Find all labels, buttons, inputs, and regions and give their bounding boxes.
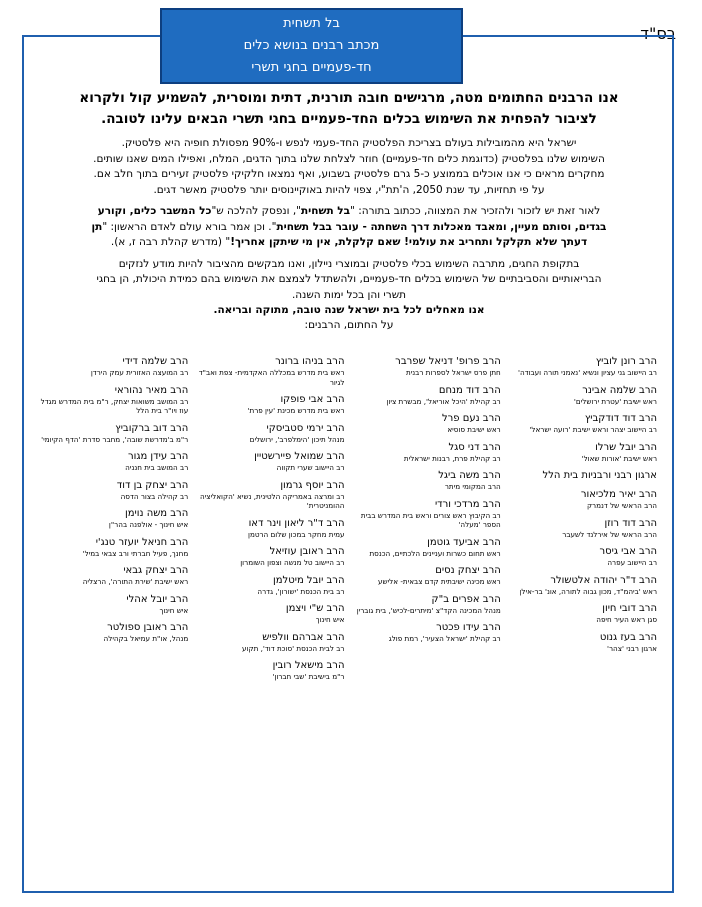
signatory	[509, 441, 657, 464]
signatory	[509, 469, 657, 482]
signatory	[40, 384, 188, 416]
title-box	[160, 8, 463, 84]
signatory-column-1	[509, 355, 665, 688]
signatory	[40, 507, 188, 530]
signatory-role: ראש תחום כשרות ועניינים הלכתיים, הכנסת	[369, 548, 501, 558]
signatory-role: הרב הראשי של דנמרק	[586, 501, 657, 510]
signatory	[509, 355, 657, 378]
signatory-role: ראש מכינה ישיבתית קדם צבאית- אלישע	[377, 577, 501, 586]
signatory-role: סגן ראש העיר חיפה	[596, 615, 657, 624]
signatory-role: ראש בית מדרש במכללה האקדמית- צפת ואב"ד לגיור	[198, 368, 345, 387]
signatory-role: רב היישוב גני עציון ונשיא 'נאמני תורה ועבודה'	[517, 368, 657, 377]
signatory-role: ארגון רבני 'צהר'	[607, 643, 657, 653]
signatory-name: הרב יאיר מלכיאור	[580, 489, 657, 500]
signatory	[509, 412, 657, 435]
para3-line-2: הבריאותיים והסביבתיים של השימוש בכלים חד-פעמיים, ולהשתדל לצמצם את השימוש בהם כמידת היכולת, הן בחגי	[96, 273, 602, 285]
signatory	[353, 412, 501, 435]
signatory	[40, 593, 188, 616]
signatory-role: ראש ישיבת 'עטרת ירושלים'	[573, 396, 657, 406]
signatory-name: הרב אפרים ב"ק	[431, 593, 501, 605]
signatory-name: הרב דוד רוזן	[604, 517, 657, 529]
para1-line-1: ישראל היא מהמובילות בעולם בצריכת הפלסטיק החד-פעמי לנפש ו-90% מפסולת חופיה היא פלסטיק.	[121, 137, 577, 149]
signatory-role: מחנך, פעיל חברתי ורב צבאי במיל'	[82, 548, 189, 558]
title-line-2: מכתב רבנים בנושא כלים	[243, 38, 380, 53]
signatory	[353, 441, 501, 464]
signatory-name: הרב דובי חיון	[602, 603, 657, 614]
signatory-name: הרב ירמי סטביסקי	[266, 422, 345, 434]
signatory-role: רב היישוב יצהר וראש ישיבת 'רועה ישראל'	[529, 425, 657, 434]
signatory	[196, 631, 344, 654]
signatory	[196, 545, 344, 568]
signatory	[509, 631, 657, 654]
signatory-name: הרב דוד דודקביץ	[584, 413, 657, 424]
signatory-role: רב הקיבוץ ראש צורים וראש בית המדרש בבית הספר 'מעלה'	[360, 510, 501, 529]
signatory-role: הרב הראשי של אירלנד לשעבר	[562, 529, 657, 539]
para3-line-3: תשרי והן בכל ימות השנה.	[291, 288, 407, 301]
signatory-name: הרב אבי פופקו	[280, 394, 345, 405]
signatory-name: הרב שמואל פיירשטיין	[254, 451, 345, 462]
signatory-role: רב המושב בית חנניה	[125, 463, 189, 472]
signatory-role: איש חינוך - אולפנה בהר"ן	[108, 520, 189, 529]
lead-line-2: לציבור להפחית את השימוש בכלים החד-פעמיים בחגי תשרי הבאים עלינו לטובה.	[101, 111, 597, 127]
signatory-column-4	[40, 355, 196, 688]
para3-line-1: בתקופת החגים, מתרבה השימוש בכלי פלסטיק ובמוצרי ניילון, ואנו מבקשים מהציבור להיות מודע לנזקים	[118, 257, 580, 270]
signatory	[196, 422, 344, 445]
signatory	[353, 469, 501, 492]
signatory	[509, 384, 657, 407]
signatory-name: הרב מישאל רובין	[272, 660, 345, 671]
signatory-name: הרב מאיר נהוראי	[114, 384, 189, 396]
signatory-role: רב לבית הכנסת 'סוכת דוד', תקוע	[242, 643, 345, 653]
signatory	[40, 355, 188, 378]
para2-line-1: לאור זאת יש לזכור ולהזכיר את המצווה, ככתוב בתורה: "בל תשחית", ונפסק להלכה ש"כל המשבר כלים, וקורע	[97, 205, 601, 217]
signatory	[353, 621, 501, 644]
signatory	[196, 450, 344, 473]
signatory	[196, 517, 344, 540]
signatory	[40, 450, 188, 473]
signatory-role: רב קהילה בצור הדסה	[120, 491, 189, 501]
signatory-name: הרב שלמה דידי	[122, 356, 189, 367]
signatory-role: רב בית הכנסת 'ישורון', גדרה	[257, 586, 345, 596]
signatory-name: הרב ראובן עוזיאל	[269, 546, 345, 557]
signatory-name: הרב רונן לוביץ	[595, 356, 657, 367]
signatory	[196, 393, 344, 416]
signatory	[509, 574, 657, 597]
signatory-name: הרב נעם פרל	[441, 413, 501, 424]
signatories	[40, 355, 665, 688]
signatory-role: ראש ישיבת 'אורות שאול'	[581, 453, 657, 463]
signatory	[353, 498, 501, 530]
signatory-name: הרב יצחק גבאי	[123, 565, 189, 576]
signatory	[196, 659, 344, 682]
signatory-name: הרב ד"ר ליאון וינר דאו	[248, 517, 345, 529]
signatory-name: הרב דוד מנחם	[438, 384, 501, 396]
signatory	[353, 536, 501, 559]
signatory-name: הרב יצחק בן דוד	[116, 479, 189, 491]
signatory-name: הרב מרדכי ורדי	[434, 498, 501, 510]
signatory-role: רב היישוב עפרה	[607, 558, 657, 567]
signatory-name: הרב אבי גיסר	[599, 546, 657, 557]
signatory-name: הרב אביעד גוטמן	[427, 536, 501, 548]
signatory-role: הרב המקומי מיתר	[444, 482, 501, 491]
lead-line-1: אנו הרבנים החתומים מטה, מרגישים חובה תורנית, דתית ומוסרית, להשמיע קול ולקרוא	[79, 90, 619, 106]
signatory-name: הרב ש"י ויצמן	[285, 603, 345, 614]
signatory-name: הרב דני סגל	[448, 441, 501, 453]
signatory	[509, 545, 657, 568]
signatory-name: הרב פרופ' דניאל שפרבר	[395, 356, 501, 367]
para2-line-2: בגדים, וסותם מעיין, ומאבד מאכלות דרך השחתה - עובר בבל תשחית". וכן אמר בורא עולם לאדם הראשון: "תן	[91, 220, 607, 233]
signatory-role: מנהל תיכון 'הימלפרב', ירושלים	[249, 434, 345, 444]
signatory-role: רב ומרצה באמריקה הלטינית, נשיא 'הקואליציה ההומניטרית'	[199, 491, 345, 510]
signatory-name: הרב יובל שרלו	[595, 441, 657, 453]
signatory	[509, 517, 657, 540]
signatory	[196, 602, 344, 625]
signatory-role: עמית מחקר במכון שלום הרטמן	[248, 529, 345, 539]
signatory-role: ר"מ ב'מדרשת שובה', מחבר סדרת 'הדף הקיומי'	[41, 434, 189, 444]
signatory-column-3	[196, 355, 352, 688]
title-line-1: בל תשחית	[283, 16, 340, 31]
para1-line-4: על פי תחזיות, עד שנת 2050, ה'תת"י, צפוי להיות באוקיינוסים יותר פלסטיק מאשר דגים.	[153, 183, 545, 196]
signatory-role: ראש ישיבת סוסיא	[447, 425, 501, 434]
para1-line-3: מחקרים מראים כי אנו אוכלים בממוצע כ-5 גרם פלסטיק בשבוע, ואף נמצאו חלקיקי פלסטיק זעירים בתוך חלב אם.	[93, 168, 605, 180]
signatory	[40, 564, 188, 587]
title-line-3: חד-פעמיים בחגי תשרי	[251, 60, 372, 75]
signatory	[509, 602, 657, 625]
signatory	[40, 479, 188, 502]
signatory-name: הרב דוב ברקוביץ	[115, 422, 189, 434]
signatory-role: חתן פרס ישראל לספרות רבנית	[405, 368, 501, 377]
signatory-name: הרב משה ביגל	[438, 470, 501, 481]
signatory-role: רב המושב משואות יצחק, ר"מ בית המדרש מגדל עוז ויו"ר בית הלל	[40, 396, 189, 415]
signatory	[40, 621, 188, 644]
signatory-role: מנהל המכינה הקד"צ 'מיתרים-לכיש', בית גוברין	[356, 605, 501, 615]
signatory	[196, 479, 344, 511]
signatory-column-2	[353, 355, 509, 688]
signatory-role: רב היישוב שערי תקווה	[276, 463, 345, 472]
signatory-name: הרב בניהו ברונר	[275, 356, 345, 367]
signatory-role: רב המועצה האזורית עמק הירדן	[90, 368, 189, 377]
signatory-name: הרב ראובן ספולטר	[107, 622, 189, 633]
signatory-role: איש חינוך	[315, 615, 345, 624]
signatory-role: ר"מ בישיבת 'שבי חברון'	[272, 672, 345, 681]
signatory-role: מנהל, או"ת עמיאל בקהילה	[103, 634, 189, 643]
signatory-role: איש חינוך	[159, 605, 189, 615]
signatory	[509, 488, 657, 511]
signatory	[353, 355, 501, 378]
signatory-name: הרב בעז גנוט	[599, 631, 657, 643]
signatory-name: הרב שלמה אבינר	[582, 384, 657, 396]
signatory-name: הרב יוסף גרמון	[280, 479, 345, 491]
signatory-name: הרב עידן מגור	[127, 451, 189, 462]
signatory-name: הרב חניאל יועזר טנג'י	[95, 536, 189, 548]
signatory	[353, 564, 501, 587]
signatory	[196, 574, 344, 597]
signatory-role: רב היישוב טל מנשה וצפון השומרון	[240, 558, 345, 567]
letter-body	[34, 88, 664, 332]
signatory-role: רב קהילת 'ישראל הצעיר', רמת פולג	[388, 634, 501, 643]
signatory	[353, 384, 501, 407]
closing-wish: אנו מאחלים לכל בית ישראל שנה טובה, מתוקה ובריאה.	[213, 304, 485, 316]
signatory	[40, 422, 188, 445]
signatory-name: הרב יובל אהלי	[126, 593, 189, 605]
signatory-name: הרב ד"ר יהודה אלטשולר	[550, 574, 657, 586]
signatory-name: הרב עידו פכטר	[436, 622, 501, 633]
signatory-name: הרב משה נוימן	[125, 508, 189, 519]
signatory	[353, 593, 501, 616]
signatory-name: הרב יצחק נסים	[435, 565, 501, 576]
signed-by: על החתום, הרבנים:	[304, 319, 394, 331]
signatory-role: ראש 'ביהמ"ד, מכון גבוה לתורה, אונ' בר-אילן	[519, 586, 657, 596]
signatory-name: ארגון רבני ורבניות בית הלל	[542, 470, 657, 481]
para2-line-3: דעתך שלא תקלקל ותחריב את עולמי! שאם קלקלת, אין מי שיתקן אחריך!" (מדרש קהלת רבה ז, א).	[110, 236, 588, 248]
bsd-mark: בס"ד	[640, 24, 676, 43]
signatory-role: ראש בית מדרש מכינת 'עין פרת'	[247, 406, 345, 415]
signatory	[196, 355, 344, 387]
para1-line-2: השימוש שלנו בפלסטיק (כדוגמת כלים חד-פעמיים) חוזר לצלחת שלנו בתוך הדגים, המלח, ואפילו המים שאנו שותים.	[93, 152, 605, 165]
signatory-role: רב קהילת פרת, רבנות ישראלית	[403, 453, 501, 463]
signatory-name: הרב אברהם וולפיש	[262, 631, 345, 643]
signatory	[40, 536, 188, 559]
signatory-role: ראש ישיבת 'שירת התורה', הרצליה	[82, 577, 189, 586]
signatory-role: רב קהילת 'היכל אוריאל', מבשרת ציון	[386, 396, 501, 406]
signatory-name: הרב יובל מיטלמן	[273, 574, 345, 586]
